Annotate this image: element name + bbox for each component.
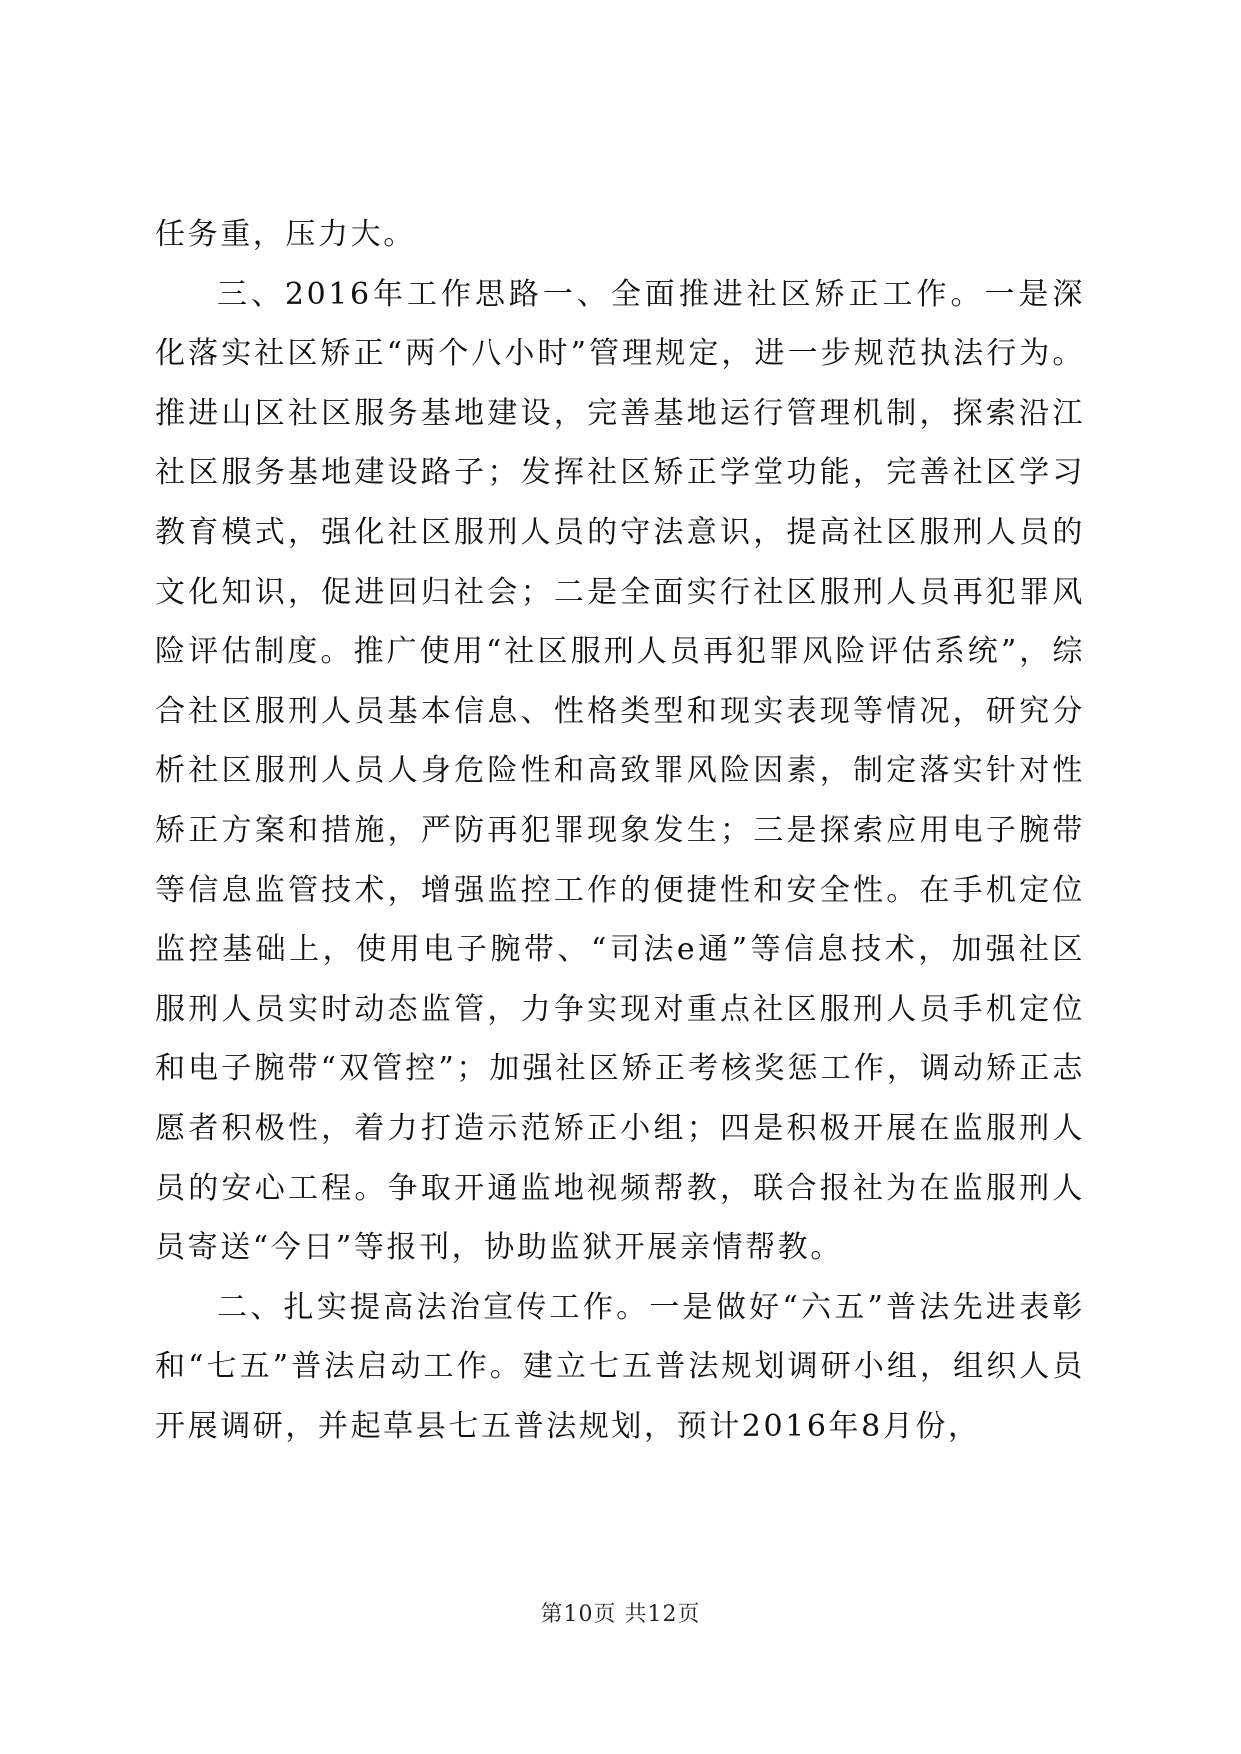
paragraph-work-plan: 三、2016年工作思路一、全面推进社区矫正工作。一是深化落实社区矫正“两个八小时”管理规定，进一步规范执法行为。推进山区社区服务基地建设，完善基地运行管理机制，探索沿江社区服务基地建设路子；发挥社区矫正学堂功能，完善社区学习教育模式，强化社区服刑人员的守法意识，提高社区服刑人员的文化知识，促进回归社会；二是全面实行社区服刑人员再犯罪风险评估制度。推广使用“社区服刑人员再犯罪风险评估系统”，综合社区服刑人员基本信息、性格类型和现实表现等情况，研究分析社区服刑人员人身危险性和高致罪风险因素，制定落实针对性矫正方案和措施，严防再犯罪现象发生；三是探索应用电子腕带等信息监管技术，增强监控工作的便捷性和安全性。在手机定位监控基础上，使用电子腕带、“司法e通”等信息技术，加强社区服刑人员实时动态监管，力争实现对重点社区服刑人员手机定位和电子腕带“双管控”；加强社区矫正考核奖惩工作，调动矫正志愿者积极性，着力打造示范矫正小组；四是积极开展在监服刑人员的安心工程。争取开通监地视频帮教，联合报社为在监服刑人员寄送“今日”等报刊，协助监狱开展亲情帮教。	[155, 276, 1085, 1266]
page-footer: 第10页 共12页	[540, 1602, 701, 1627]
paragraph-continuation: 任务重，压力大。	[155, 217, 416, 252]
paragraph-legal-publicity: 二、扎实提高法治宣传工作。一是做好“六五”普法先进表彰和“七五”普法启动工作。建立七五普法规划调研小组，组织人员开展调研，并起草县七五普法规划，预计2016年8月份，	[155, 1289, 1085, 1444]
document-body	[155, 205, 1085, 1456]
